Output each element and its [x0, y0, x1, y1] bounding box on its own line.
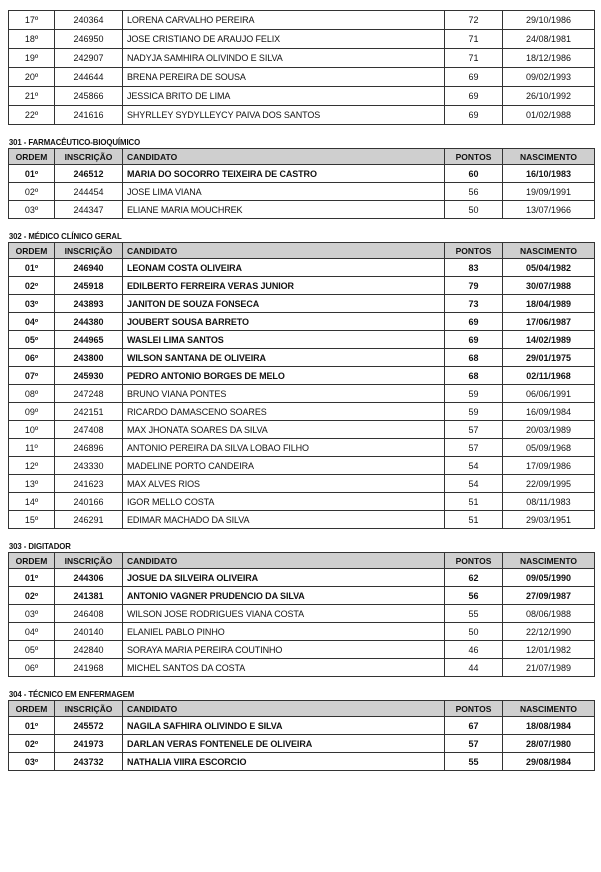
ordem-cell: 06º [9, 659, 55, 677]
table-row [9, 735, 595, 753]
nascimento-cell: 09/02/1993 [503, 68, 595, 87]
nascimento-cell: 13/07/1966 [503, 201, 595, 219]
nascimento-cell: 30/07/1988 [503, 277, 595, 295]
inscricao-cell: 246940 [55, 259, 123, 277]
candidato-cell: NAGILA SAFHIRA OLIVINDO E SILVA [123, 717, 445, 735]
inscricao-cell: 245572 [55, 717, 123, 735]
header-ordem: ORDEM [9, 701, 55, 717]
inscricao-cell: 244644 [55, 68, 123, 87]
ordem-cell: 18º [9, 30, 55, 49]
header-candidato: CANDIDATO [123, 553, 445, 569]
table-row [9, 295, 595, 313]
nascimento-cell: 05/04/1982 [503, 259, 595, 277]
header-pontos: PONTOS [445, 243, 503, 259]
nascimento-cell: 29/03/1951 [503, 511, 595, 529]
candidato-cell: JOSE CRISTIANO DE ARAUJO FELIX [123, 30, 445, 49]
nascimento-cell: 27/09/1987 [503, 587, 595, 605]
table-header-row [9, 701, 595, 717]
inscricao-cell: 241381 [55, 587, 123, 605]
inscricao-cell: 241623 [55, 475, 123, 493]
header-nascimento: NASCIMENTO [503, 243, 595, 259]
candidato-cell: NADYJA SAMHIRA OLIVINDO E SILVA [123, 49, 445, 68]
table-row [9, 641, 595, 659]
table-row [9, 201, 595, 219]
pontos-cell: 83 [445, 259, 503, 277]
header-ordem: ORDEM [9, 553, 55, 569]
header-ordem: ORDEM [9, 243, 55, 259]
table-row [9, 30, 595, 49]
inscricao-cell: 247248 [55, 385, 123, 403]
candidato-cell: WILSON JOSE RODRIGUES VIANA COSTA [123, 605, 445, 623]
pontos-cell: 54 [445, 475, 503, 493]
candidato-cell: LEONAM COSTA OLIVEIRA [123, 259, 445, 277]
inscricao-cell: 243893 [55, 295, 123, 313]
ordem-cell: 07º [9, 367, 55, 385]
results-table-body [9, 717, 595, 771]
candidato-cell: JOUBERT SOUSA BARRETO [123, 313, 445, 331]
table-row [9, 623, 595, 641]
job-section [8, 540, 594, 677]
section-title: 304 - TÉCNICO EM ENFERMAGEM [8, 689, 135, 699]
nascimento-cell: 29/01/1975 [503, 349, 595, 367]
ordem-cell: 01º [9, 259, 55, 277]
header-pontos: PONTOS [445, 553, 503, 569]
nascimento-cell: 29/10/1986 [503, 11, 595, 30]
nascimento-cell: 16/09/1984 [503, 403, 595, 421]
header-candidato: CANDIDATO [123, 701, 445, 717]
table-header-row [9, 149, 595, 165]
nascimento-cell: 17/06/1987 [503, 313, 595, 331]
candidato-cell: MAX ALVES RIOS [123, 475, 445, 493]
candidato-cell: ANTONIO VAGNER PRUDENCIO DA SILVA [123, 587, 445, 605]
ordem-cell: 14º [9, 493, 55, 511]
inscricao-cell: 241616 [55, 106, 123, 125]
ordem-cell: 06º [9, 349, 55, 367]
ordem-cell: 11º [9, 439, 55, 457]
pontos-cell: 68 [445, 349, 503, 367]
table-row [9, 367, 595, 385]
ordem-cell: 02º [9, 735, 55, 753]
candidato-cell: DARLAN VERAS FONTENELE DE OLIVEIRA [123, 735, 445, 753]
inscricao-cell: 246408 [55, 605, 123, 623]
table-row [9, 49, 595, 68]
pontos-cell: 59 [445, 403, 503, 421]
ordem-cell: 01º [9, 165, 55, 183]
header-ordem: ORDEM [9, 149, 55, 165]
nascimento-cell: 18/12/1986 [503, 49, 595, 68]
inscricao-cell: 244306 [55, 569, 123, 587]
ordem-cell: 03º [9, 753, 55, 771]
pontos-cell: 55 [445, 605, 503, 623]
header-inscricao: INSCRIÇÃO [55, 553, 123, 569]
candidato-cell: JOSE LIMA VIANA [123, 183, 445, 201]
sections-container [8, 136, 594, 771]
candidato-cell: SORAYA MARIA PEREIRA COUTINHO [123, 641, 445, 659]
pontos-cell: 69 [445, 106, 503, 125]
table-row [9, 331, 595, 349]
ordem-cell: 02º [9, 277, 55, 295]
inscricao-cell: 243732 [55, 753, 123, 771]
inscricao-cell: 241968 [55, 659, 123, 677]
pontos-cell: 69 [445, 313, 503, 331]
ordem-cell: 22º [9, 106, 55, 125]
pontos-cell: 57 [445, 735, 503, 753]
results-table [8, 148, 595, 219]
nascimento-cell: 17/09/1986 [503, 457, 595, 475]
candidato-cell: SHYRLLEY SYDYLLEYCY PAIVA DOS SANTOS [123, 106, 445, 125]
ordem-cell: 03º [9, 605, 55, 623]
pontos-cell: 73 [445, 295, 503, 313]
nascimento-cell: 08/06/1988 [503, 605, 595, 623]
section-title: 301 - FARMACÊUTICO-BIOQUÍMICO [8, 137, 141, 147]
pontos-cell: 50 [445, 623, 503, 641]
table-row [9, 277, 595, 295]
pontos-cell: 51 [445, 493, 503, 511]
table-row [9, 259, 595, 277]
candidato-cell: WASLEI LIMA SANTOS [123, 331, 445, 349]
results-table [8, 552, 595, 677]
ordem-cell: 12º [9, 457, 55, 475]
table-row [9, 165, 595, 183]
inscricao-cell: 240166 [55, 493, 123, 511]
pontos-cell: 46 [445, 641, 503, 659]
ordem-cell: 02º [9, 587, 55, 605]
nascimento-cell: 19/09/1991 [503, 183, 595, 201]
pontos-cell: 68 [445, 367, 503, 385]
inscricao-cell: 244965 [55, 331, 123, 349]
candidato-cell: BRENA PEREIRA DE SOUSA [123, 68, 445, 87]
results-table-body [9, 569, 595, 677]
pontos-cell: 51 [445, 511, 503, 529]
table-row [9, 659, 595, 677]
job-section [8, 136, 594, 219]
header-pontos: PONTOS [445, 149, 503, 165]
candidato-cell: ANTONIO PEREIRA DA SILVA LOBAO FILHO [123, 439, 445, 457]
table-row [9, 106, 595, 125]
section-title: 302 - MÉDICO CLÍNICO GERAL [8, 231, 122, 241]
candidato-cell: RICARDO DAMASCENO SOARES [123, 403, 445, 421]
candidato-cell: JESSICA BRITO DE LIMA [123, 87, 445, 106]
candidato-cell: ELIANE MARIA MOUCHREK [123, 201, 445, 219]
inscricao-cell: 242151 [55, 403, 123, 421]
inscricao-cell: 244380 [55, 313, 123, 331]
table-row [9, 11, 595, 30]
continuation-table [8, 10, 595, 125]
pontos-cell: 57 [445, 439, 503, 457]
nascimento-cell: 09/05/1990 [503, 569, 595, 587]
candidato-cell: EDIMAR MACHADO DA SILVA [123, 511, 445, 529]
table-row [9, 569, 595, 587]
pontos-cell: 59 [445, 385, 503, 403]
nascimento-cell: 24/08/1981 [503, 30, 595, 49]
pontos-cell: 79 [445, 277, 503, 295]
table-row [9, 717, 595, 735]
ordem-cell: 21º [9, 87, 55, 106]
nascimento-cell: 06/06/1991 [503, 385, 595, 403]
candidato-cell: LORENA CARVALHO PEREIRA [123, 11, 445, 30]
results-document [8, 10, 594, 771]
table-row [9, 457, 595, 475]
table-row [9, 475, 595, 493]
inscricao-cell: 243800 [55, 349, 123, 367]
ordem-cell: 02º [9, 183, 55, 201]
ordem-cell: 04º [9, 623, 55, 641]
table-row [9, 183, 595, 201]
table-header-row [9, 553, 595, 569]
ordem-cell: 05º [9, 331, 55, 349]
nascimento-cell: 20/03/1989 [503, 421, 595, 439]
ordem-cell: 03º [9, 201, 55, 219]
table-row [9, 511, 595, 529]
inscricao-cell: 242907 [55, 49, 123, 68]
results-table [8, 242, 595, 529]
nascimento-cell: 14/02/1989 [503, 331, 595, 349]
pontos-cell: 71 [445, 49, 503, 68]
inscricao-cell: 246291 [55, 511, 123, 529]
nascimento-cell: 05/09/1968 [503, 439, 595, 457]
results-table [8, 700, 595, 771]
candidato-cell: JOSUE DA SILVEIRA OLIVEIRA [123, 569, 445, 587]
continuation-table-body [9, 11, 595, 125]
nascimento-cell: 18/04/1989 [503, 295, 595, 313]
candidato-cell: ELANIEL PABLO PINHO [123, 623, 445, 641]
pontos-cell: 55 [445, 753, 503, 771]
nascimento-cell: 21/07/1989 [503, 659, 595, 677]
header-candidato: CANDIDATO [123, 149, 445, 165]
job-section [8, 688, 594, 771]
ordem-cell: 17º [9, 11, 55, 30]
nascimento-cell: 22/12/1990 [503, 623, 595, 641]
inscricao-cell: 245918 [55, 277, 123, 295]
pontos-cell: 72 [445, 11, 503, 30]
candidato-cell: PEDRO ANTONIO BORGES DE MELO [123, 367, 445, 385]
section-title: 303 - DIGITADOR [8, 541, 71, 551]
table-row [9, 493, 595, 511]
pontos-cell: 54 [445, 457, 503, 475]
inscricao-cell: 241973 [55, 735, 123, 753]
nascimento-cell: 01/02/1988 [503, 106, 595, 125]
ordem-cell: 15º [9, 511, 55, 529]
candidato-cell: MAX JHONATA SOARES DA SILVA [123, 421, 445, 439]
inscricao-cell: 244454 [55, 183, 123, 201]
results-table-body [9, 165, 595, 219]
nascimento-cell: 29/08/1984 [503, 753, 595, 771]
candidato-cell: EDILBERTO FERREIRA VERAS JUNIOR [123, 277, 445, 295]
ordem-cell: 08º [9, 385, 55, 403]
nascimento-cell: 08/11/1983 [503, 493, 595, 511]
header-candidato: CANDIDATO [123, 243, 445, 259]
ordem-cell: 10º [9, 421, 55, 439]
pontos-cell: 50 [445, 201, 503, 219]
candidato-cell: BRUNO VIANA PONTES [123, 385, 445, 403]
header-inscricao: INSCRIÇÃO [55, 701, 123, 717]
pontos-cell: 44 [445, 659, 503, 677]
candidato-cell: WILSON SANTANA DE OLIVEIRA [123, 349, 445, 367]
ordem-cell: 01º [9, 569, 55, 587]
nascimento-cell: 26/10/1992 [503, 87, 595, 106]
candidato-cell: JANITON DE SOUZA FONSECA [123, 295, 445, 313]
table-row [9, 439, 595, 457]
inscricao-cell: 245930 [55, 367, 123, 385]
table-row [9, 403, 595, 421]
header-inscricao: INSCRIÇÃO [55, 149, 123, 165]
inscricao-cell: 246512 [55, 165, 123, 183]
nascimento-cell: 12/01/1982 [503, 641, 595, 659]
ordem-cell: 01º [9, 717, 55, 735]
inscricao-cell: 244347 [55, 201, 123, 219]
ordem-cell: 03º [9, 295, 55, 313]
inscricao-cell: 246896 [55, 439, 123, 457]
ordem-cell: 04º [9, 313, 55, 331]
inscricao-cell: 246950 [55, 30, 123, 49]
header-nascimento: NASCIMENTO [503, 701, 595, 717]
table-row [9, 421, 595, 439]
pontos-cell: 57 [445, 421, 503, 439]
nascimento-cell: 16/10/1983 [503, 165, 595, 183]
table-row [9, 349, 595, 367]
pontos-cell: 60 [445, 165, 503, 183]
nascimento-cell: 02/11/1968 [503, 367, 595, 385]
ordem-cell: 09º [9, 403, 55, 421]
inscricao-cell: 240364 [55, 11, 123, 30]
results-table-body [9, 259, 595, 529]
table-row [9, 587, 595, 605]
pontos-cell: 69 [445, 331, 503, 349]
pontos-cell: 69 [445, 68, 503, 87]
ordem-cell: 20º [9, 68, 55, 87]
table-row [9, 313, 595, 331]
header-nascimento: NASCIMENTO [503, 149, 595, 165]
ordem-cell: 05º [9, 641, 55, 659]
header-pontos: PONTOS [445, 701, 503, 717]
candidato-cell: MADELINE PORTO CANDEIRA [123, 457, 445, 475]
pontos-cell: 67 [445, 717, 503, 735]
inscricao-cell: 245866 [55, 87, 123, 106]
pontos-cell: 69 [445, 87, 503, 106]
pontos-cell: 56 [445, 587, 503, 605]
pontos-cell: 56 [445, 183, 503, 201]
inscricao-cell: 247408 [55, 421, 123, 439]
table-row [9, 605, 595, 623]
nascimento-cell: 22/09/1995 [503, 475, 595, 493]
candidato-cell: MICHEL SANTOS DA COSTA [123, 659, 445, 677]
table-header-row [9, 243, 595, 259]
candidato-cell: MARIA DO SOCORRO TEIXEIRA DE CASTRO [123, 165, 445, 183]
nascimento-cell: 18/08/1984 [503, 717, 595, 735]
table-row [9, 68, 595, 87]
ordem-cell: 13º [9, 475, 55, 493]
nascimento-cell: 28/07/1980 [503, 735, 595, 753]
table-row [9, 87, 595, 106]
table-row [9, 753, 595, 771]
inscricao-cell: 243330 [55, 457, 123, 475]
header-inscricao: INSCRIÇÃO [55, 243, 123, 259]
inscricao-cell: 242840 [55, 641, 123, 659]
inscricao-cell: 240140 [55, 623, 123, 641]
candidato-cell: NATHALIA VIIRA ESCORCIO [123, 753, 445, 771]
candidato-cell: IGOR MELLO COSTA [123, 493, 445, 511]
table-row [9, 385, 595, 403]
pontos-cell: 71 [445, 30, 503, 49]
ordem-cell: 19º [9, 49, 55, 68]
job-section [8, 230, 594, 529]
pontos-cell: 62 [445, 569, 503, 587]
header-nascimento: NASCIMENTO [503, 553, 595, 569]
